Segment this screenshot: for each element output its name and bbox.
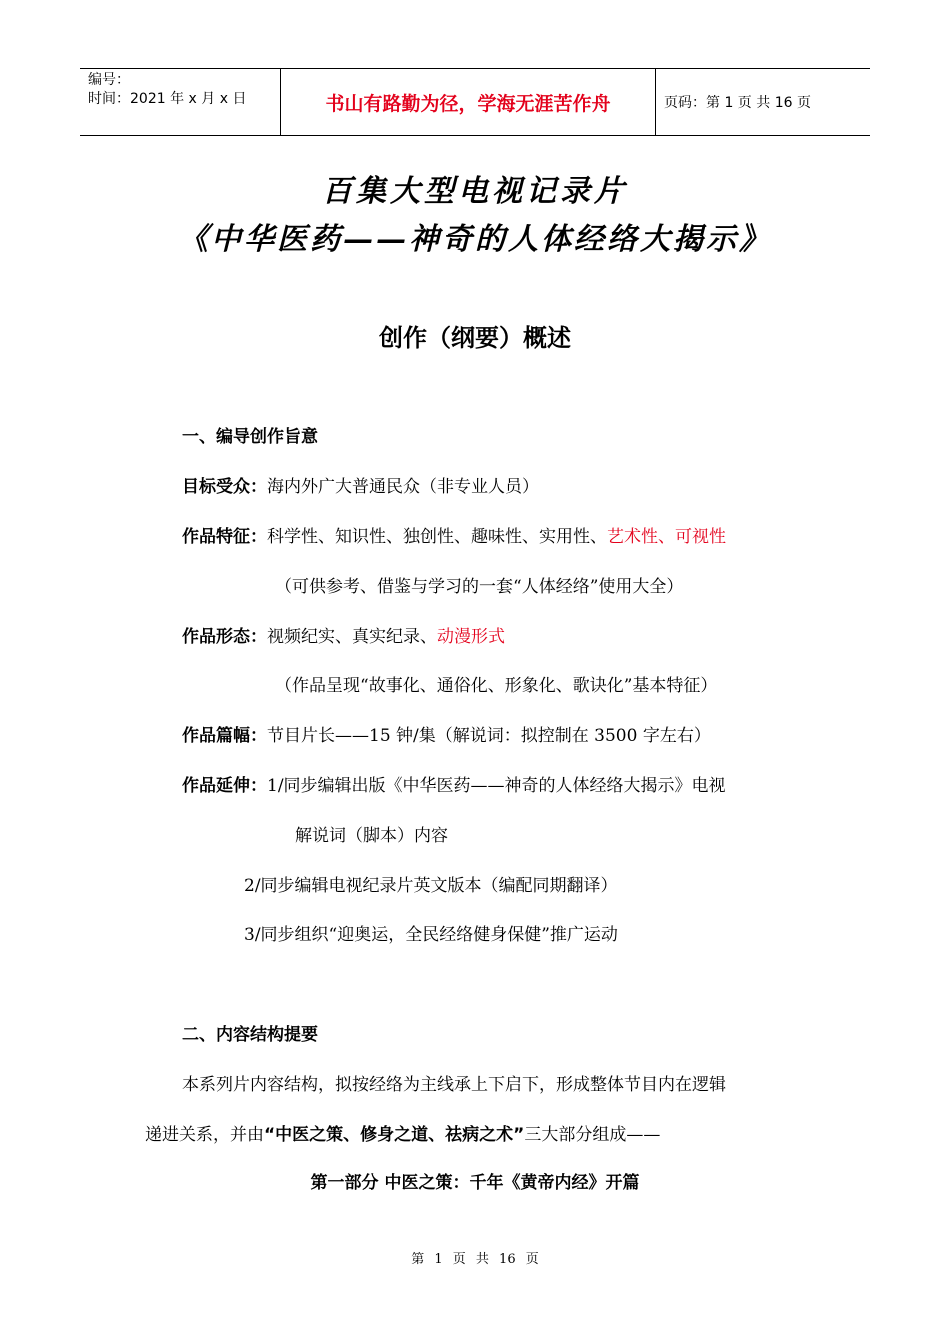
features-highlight: 艺术性、可视性 bbox=[607, 527, 726, 547]
length-label: 作品篇幅： bbox=[182, 726, 267, 746]
number-label: 编号： bbox=[88, 72, 130, 88]
features-value: 科学性、知识性、独创性、趣味性、实用性、 bbox=[267, 527, 607, 547]
form-value: 视频纪实、真实纪录、 bbox=[267, 627, 437, 647]
audience-label: 目标受众： bbox=[182, 477, 267, 497]
header-motto: 书山有路勤为径，学海无涯苦作舟 bbox=[281, 69, 656, 135]
subtitle: 创作（纲要）概述 bbox=[379, 324, 571, 352]
extension-label: 作品延伸： bbox=[182, 776, 267, 796]
part1-heading: 第一部分 中医之策：千年《黄帝内经》开篇 bbox=[310, 1173, 640, 1193]
features-row bbox=[182, 522, 726, 547]
para-post: 三大部分组成—— bbox=[524, 1125, 661, 1145]
form-note: （作品呈现“故事化、通俗化、形象化、歌诀化”基本特征） bbox=[275, 676, 718, 696]
audience-row bbox=[182, 472, 539, 497]
length-value: 节目片长——15 钟/集（解说词：拟控制在 3500 字左右） bbox=[267, 726, 711, 746]
section2-para-line-2 bbox=[145, 1120, 660, 1145]
para-pre: 递进关系，并由 bbox=[145, 1125, 264, 1145]
features-note: （可供参考、借鉴与学习的一套“人体经络”使用大全） bbox=[275, 577, 684, 597]
form-highlight: 动漫形式 bbox=[437, 627, 505, 647]
header-meta-cell bbox=[80, 69, 281, 135]
page-footer: 第 1 页 共 16 页 bbox=[411, 1252, 539, 1267]
extension-row bbox=[182, 771, 726, 796]
header-table bbox=[80, 68, 870, 136]
form-label: 作品形态： bbox=[182, 627, 267, 647]
audience-value: 海内外广大普通民众（非专业人员） bbox=[267, 477, 539, 497]
extension-item-3: 3/同步组织“迎奥运，全民经络健身保健”推广运动 bbox=[244, 925, 618, 945]
time-label: 时间：2021 年 x 月 x 日 bbox=[88, 91, 247, 107]
section1-heading: 一、编导创作旨意 bbox=[182, 427, 318, 447]
header-page-info: 页码：第 1 页 共 16 页 bbox=[664, 95, 811, 111]
extension-item-1b: 解说词（脚本）内容 bbox=[295, 826, 448, 846]
form-row bbox=[182, 622, 505, 647]
section2-para-line-1: 本系列片内容结构，拟按经络为主线承上下启下，形成整体节目内在逻辑 bbox=[182, 1075, 726, 1095]
features-label: 作品特征： bbox=[182, 527, 267, 547]
extension-item-1a: 1/同步编辑出版《中华医药——神奇的人体经络大揭示》电视 bbox=[267, 776, 726, 796]
length-row bbox=[182, 721, 711, 746]
title-line-2: 《中华医药——神奇的人体经络大揭示》 bbox=[178, 222, 772, 257]
para-bold: “中医之策、修身之道、祛病之术” bbox=[264, 1125, 525, 1145]
section2-heading: 二、内容结构提要 bbox=[182, 1025, 318, 1045]
extension-item-2: 2/同步编辑电视纪录片英文版本（编配同期翻译） bbox=[244, 876, 618, 896]
title-line-1: 百集大型电视记录片 bbox=[322, 174, 628, 209]
